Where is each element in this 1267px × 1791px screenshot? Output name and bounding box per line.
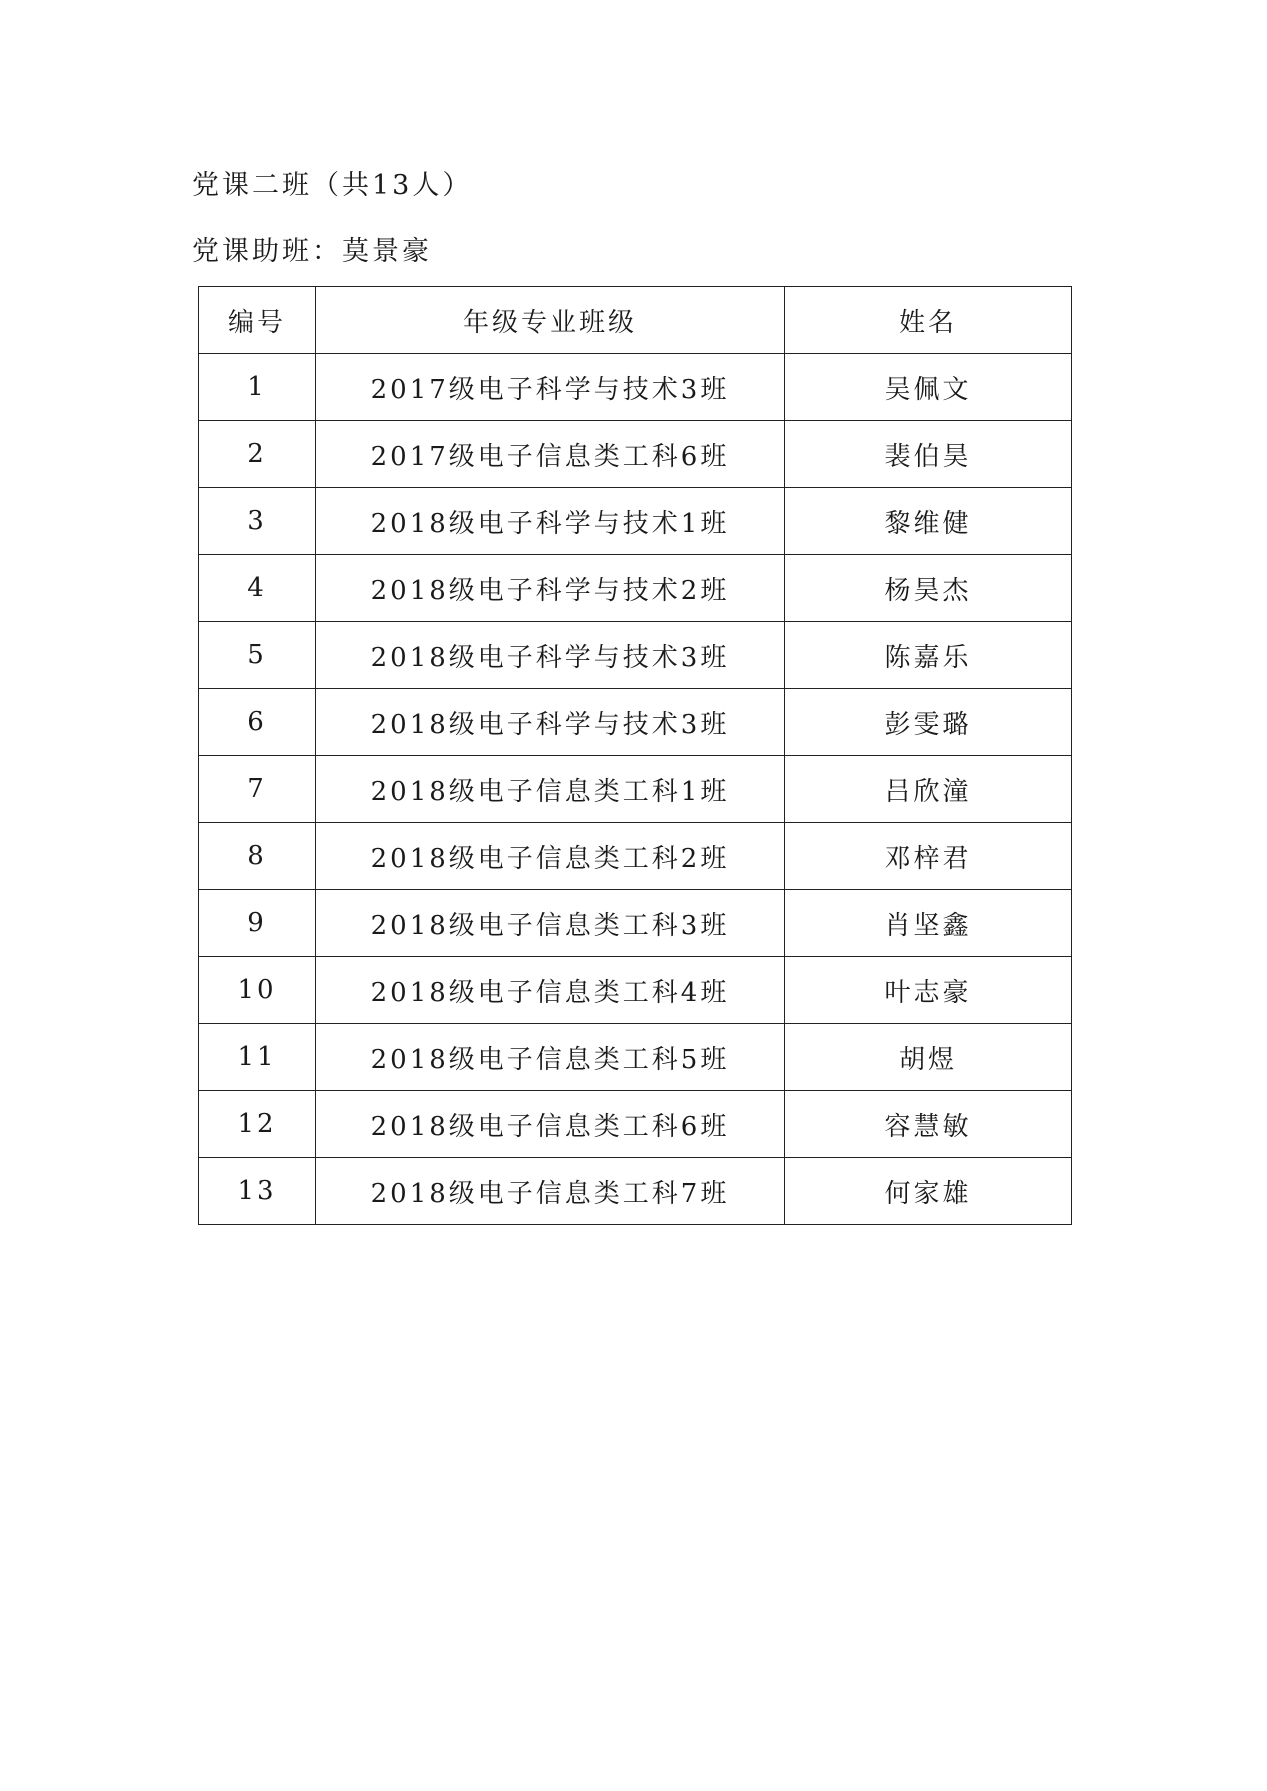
cell-class: 2018级电子信息类工科4班 bbox=[316, 957, 785, 1024]
cell-name: 容慧敏 bbox=[785, 1091, 1072, 1158]
cell-class: 2018级电子科学与技术3班 bbox=[316, 689, 785, 756]
cell-class: 2018级电子科学与技术3班 bbox=[316, 622, 785, 689]
cell-class: 2017级电子信息类工科6班 bbox=[316, 421, 785, 488]
cell-number: 10 bbox=[199, 957, 316, 1024]
roster-table bbox=[198, 286, 1072, 1225]
cell-name: 裴伯昊 bbox=[785, 421, 1072, 488]
cell-number: 3 bbox=[199, 488, 316, 555]
cell-name: 吴佩文 bbox=[785, 354, 1072, 421]
cell-class: 2018级电子科学与技术2班 bbox=[316, 555, 785, 622]
cell-name: 彭雯璐 bbox=[785, 689, 1072, 756]
cell-class: 2018级电子科学与技术1班 bbox=[316, 488, 785, 555]
cell-number: 5 bbox=[199, 622, 316, 689]
table-row bbox=[199, 1158, 1072, 1225]
cell-number: 4 bbox=[199, 555, 316, 622]
header-class: 年级专业班级 bbox=[316, 287, 785, 354]
table-header-row bbox=[199, 287, 1072, 354]
cell-number: 9 bbox=[199, 890, 316, 957]
table-row bbox=[199, 890, 1072, 957]
cell-number: 13 bbox=[199, 1158, 316, 1225]
table-row bbox=[199, 1091, 1072, 1158]
cell-number: 6 bbox=[199, 689, 316, 756]
table-row bbox=[199, 823, 1072, 890]
header-name: 姓名 bbox=[785, 287, 1072, 354]
cell-number: 1 bbox=[199, 354, 316, 421]
cell-number: 8 bbox=[199, 823, 316, 890]
cell-name: 陈嘉乐 bbox=[785, 622, 1072, 689]
cell-name: 吕欣潼 bbox=[785, 756, 1072, 823]
cell-name: 胡煜 bbox=[785, 1024, 1072, 1091]
cell-class: 2018级电子信息类工科1班 bbox=[316, 756, 785, 823]
cell-class: 2018级电子信息类工科3班 bbox=[316, 890, 785, 957]
cell-name: 何家雄 bbox=[785, 1158, 1072, 1225]
assistant-line: 党课助班：莫景豪 bbox=[192, 236, 432, 267]
table-row bbox=[199, 354, 1072, 421]
table-row bbox=[199, 622, 1072, 689]
cell-name: 杨昊杰 bbox=[785, 555, 1072, 622]
cell-name: 肖坚鑫 bbox=[785, 890, 1072, 957]
cell-name: 叶志豪 bbox=[785, 957, 1072, 1024]
table-row bbox=[199, 1024, 1072, 1091]
table-row bbox=[199, 555, 1072, 622]
cell-class: 2018级电子信息类工科5班 bbox=[316, 1024, 785, 1091]
cell-class: 2018级电子信息类工科2班 bbox=[316, 823, 785, 890]
cell-class: 2018级电子信息类工科7班 bbox=[316, 1158, 785, 1225]
cell-number: 12 bbox=[199, 1091, 316, 1158]
table-row bbox=[199, 756, 1072, 823]
cell-number: 11 bbox=[199, 1024, 316, 1091]
table-row bbox=[199, 421, 1072, 488]
cell-class: 2017级电子科学与技术3班 bbox=[316, 354, 785, 421]
table-row bbox=[199, 488, 1072, 555]
cell-class: 2018级电子信息类工科6班 bbox=[316, 1091, 785, 1158]
document-title: 党课二班（共13人） bbox=[192, 170, 473, 201]
cell-number: 7 bbox=[199, 756, 316, 823]
table-row bbox=[199, 689, 1072, 756]
cell-number: 2 bbox=[199, 421, 316, 488]
table-row bbox=[199, 957, 1072, 1024]
cell-name: 黎维健 bbox=[785, 488, 1072, 555]
header-number: 编号 bbox=[199, 287, 316, 354]
cell-name: 邓梓君 bbox=[785, 823, 1072, 890]
